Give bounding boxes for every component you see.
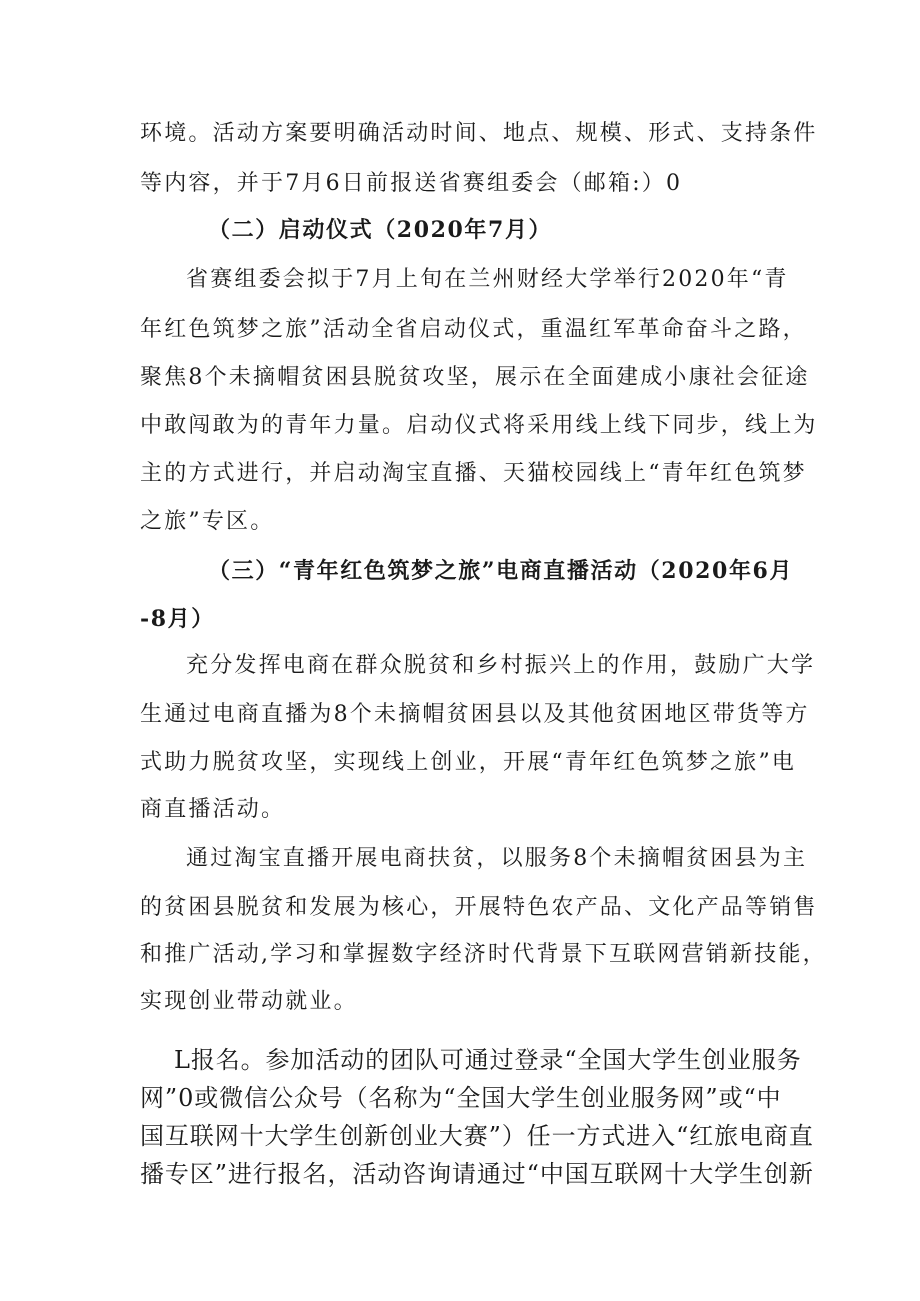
section-heading: （二）启动仪式（2020年7月） [208,217,553,243]
text-line: 主的方式进行，并启动淘宝直播、天猫校园线上“青年红色筑梦 [140,461,807,486]
text-line: 聚焦8个未摘帽贫困县脱贫攻坚，展示在全面建成小康社会征途 [140,365,810,390]
text-line: 播专区”进行报名，活动咨询请通过“中国互联网十大学生创新 [140,1160,814,1188]
text-line: 实现创业带动就业。 [140,989,358,1014]
text-line: 中敢闯敢为的青年力量。启动仪式将采用线上线下同步，线上为 [140,413,818,438]
text-line: 国互联网十大学生创新创业大赛”）任一方式进入“红旅电商直 [140,1122,814,1150]
text-line: 生通过电商直播为8个未摘帽贫困县以及其他贫困地区带货等方 [140,702,810,727]
text-line: 年红色筑梦之旅”活动全省启动仪式，重温红军革命奋斗之路， [140,317,807,342]
text-line: 环境。活动方案要明确活动时间、地点、规模、形式、支持条件 [140,121,818,146]
section-heading-continued: -8月） [140,606,215,632]
text-line: 的贫困县脱贫和发展为核心，开展特色农产品、文化产品等销售 [140,895,818,920]
text-line: 通过淘宝直播开展电商扶贫，以服务8个未摘帽贫困县为主 [186,846,808,871]
text-line: L报名。参加活动的团队可通过登录“全国大学生创业服务 [174,1046,802,1074]
text-line: 和推广活动,学习和掌握数字经济时代背景下互联网营销新技能， [140,942,827,967]
text-line: 式助力脱贫攻坚，实现线上创业，开展“青年红色筑梦之旅”电 [140,750,797,775]
text-line: 省赛组委会拟于7月上旬在兰州财经大学举行2020年“青 [186,267,789,292]
text-line: 之旅”专区。 [140,509,275,534]
section-heading: （三）“青年红色筑梦之旅”电商直播活动（2020年6月 [208,558,794,584]
text-line: 充分发挥电商在群众脱贫和乡村振兴上的作用，鼓励广大学 [186,653,816,678]
text-line: 等内容，并于7月6日前报送省赛组委会（邮箱:）0 [140,171,683,196]
text-line: 商直播活动。 [140,797,286,822]
text-line: 网”0或微信公众号（名称为“全国大学生创业服务网”或“中 [140,1084,782,1112]
